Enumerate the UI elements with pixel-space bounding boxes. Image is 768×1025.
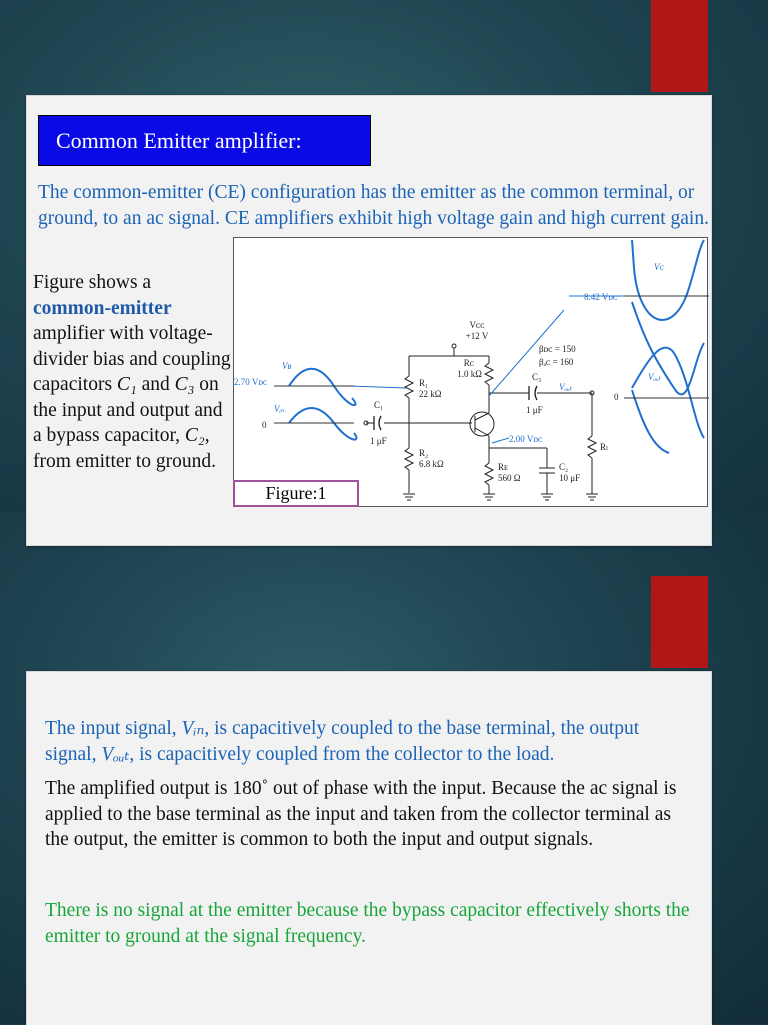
intro-paragraph: The common-emitter (CE) configuration has the emitter as the common terminal, or ground, to an ac signal. CE amplifiers exhibit high voltage gain and high current gain. [38, 182, 709, 229]
desc-part-1: Figure shows a [33, 272, 152, 293]
c3-label: C₃ [532, 372, 542, 382]
r2-value: 6.8 kΩ [419, 459, 444, 469]
slide-title: Common Emitter amplifier: [38, 115, 371, 166]
c2-value: 10 μF [559, 473, 581, 483]
desc-c2: C₂ [184, 425, 205, 446]
circuit-figure [233, 237, 708, 507]
emitter-paragraph: There is no signal at the emitter because the bypass capacitor effectively shorts the emitter to ground at the signal frequency. [45, 900, 690, 947]
figure-description [33, 270, 233, 474]
p1-vout: Vₒᵤₜ [101, 743, 130, 765]
r1-label: R₁ [419, 378, 429, 388]
beta-dc: βᴅᴄ = 150 [539, 344, 576, 354]
vcc-value: +12 V [465, 331, 489, 341]
vb-label: Vʙ [282, 361, 292, 371]
slide-2-accent-tab [651, 576, 708, 668]
figure-caption: Figure:1 [233, 480, 359, 507]
phase-paragraph [45, 776, 695, 853]
circuit-diagram [234, 238, 709, 508]
r1-value: 22 kΩ [419, 389, 442, 399]
vcc-label: Vᴄᴄ [469, 320, 485, 330]
rc-value: 1.0 kΩ [457, 369, 482, 379]
zero-left: 0 [262, 420, 267, 430]
p1-part-c: , is capacitively coupled from the collector to the load. [129, 743, 555, 765]
slide-1-accent-tab [651, 0, 708, 92]
desc-part-3: on the input and output and a bypass capacitor, [33, 374, 223, 446]
re-value: 560 Ω [498, 473, 521, 483]
desc-part-2: amplifier with voltage-divider bias and coupling capacitors [33, 323, 231, 395]
c2-label: C₂ [559, 462, 569, 472]
input-output-paragraph [45, 716, 695, 767]
p1-vin: Vᵢₙ [181, 718, 205, 739]
p1-part-a: The input signal, [45, 718, 177, 739]
desc-part-4: , from emitter to ground. [33, 425, 217, 472]
vc-label: Vᴄ [654, 262, 664, 272]
rc-label: Rᴄ [463, 358, 474, 368]
desc-and: and [141, 374, 170, 395]
vb-dc-label: 2.70 Vᴅᴄ [234, 377, 268, 387]
desc-bold-term: common-emitter [33, 297, 172, 319]
desc-c3: C₃ [174, 374, 195, 395]
p2-degrees: 180˚ [232, 778, 269, 799]
vcc-terminal [452, 344, 456, 348]
vout-right-label: Vₒᵤₜ [648, 372, 661, 382]
desc-c1: C₁ [116, 374, 137, 395]
rl-label: Rₗ [600, 442, 609, 452]
p2-part-a: The amplified output is [45, 778, 228, 799]
c1-label: C₁ [374, 400, 384, 410]
r2-label: R₂ [419, 448, 429, 458]
vin-label: Vᵢₙ [274, 404, 285, 414]
c3-value: 1 μF [526, 405, 543, 415]
vc-dc-label: 8.42 Vᴅᴄ [584, 292, 618, 302]
p2-part-b: out of phase with the input. Because the ac signal is applied to the base terminal as the input and taken from the collector terminal as the output, the emitter is common to both the input and output signals. [45, 778, 677, 850]
beta-ac: βₐᴄ = 160 [539, 357, 574, 367]
re-label: Rᴇ [498, 462, 509, 472]
c1-value: 1 μF [370, 436, 387, 446]
vout-label: Vₒᵤₜ [559, 382, 572, 392]
zero-right: 0 [614, 392, 619, 402]
ve-dc-label: 2.00 Vᴅᴄ [509, 434, 543, 444]
p1-part-b: , is capacitively coupled to the base terminal, the output signal, [45, 718, 640, 765]
